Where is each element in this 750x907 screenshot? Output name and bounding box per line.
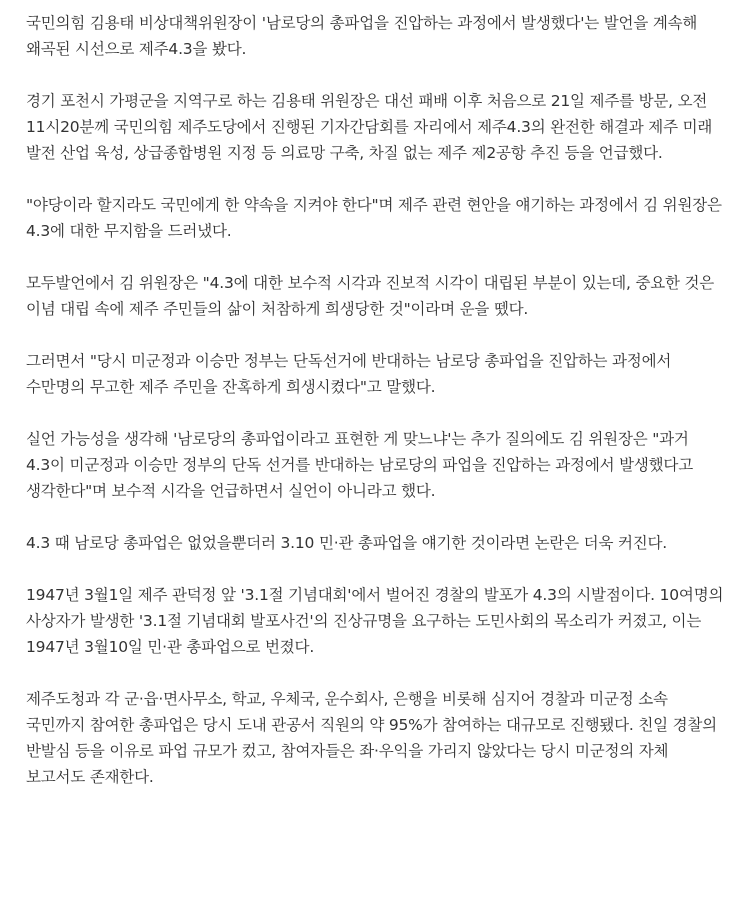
paragraph: 국민의힘 김용태 비상대책위원장이 '남로당의 총파업을 진압하는 과정에서 발생했다'는 발언을 계속해 왜곡된 시선으로 제주4.3을 봤다.: [26, 14, 698, 58]
paragraph: 실언 가능성을 생각해 '남로당의 총파업이라고 표현한 게 맞느냐'는 추가 질의에도 김 위원장은 "과거 4.3이 미군정과 이승만 정부의 단독 선거를 반대하는 남로당의 파업을 진압하는 과정에서 발생했다고 생각한다"며 보수적 시각을 언급하면서 실언이 아니라고 했다.: [26, 430, 693, 500]
paragraph: 그러면서 "당시 미군정과 이승만 정부는 단독선거에 반대하는 남로당 총파업을 진압하는 과정에서 수만명의 무고한 제주 주민을 잔혹하게 희생시켰다"고 말했다.: [26, 352, 672, 396]
article-body: [26, 10, 730, 816]
paragraph: 4.3 때 남로당 총파업은 없었을뿐더러 3.10 민·관 총파업을 얘기한 것이라면 논란은 더욱 커진다.: [26, 534, 667, 552]
paragraph: 제주도청과 각 군·읍·면사무소, 학교, 우체국, 운수회사, 은행을 비롯해 심지어 경찰과 미군정 소속 국민까지 참여한 총파업은 당시 도내 관공서 직원의 약 95%가 참여하는 대규모로 진행됐다. 친일 경찰의 반발심 등을 이유로 파업 규모가 컸고, 참여자들은 좌·우익을 가리지 않았다는 당시 미군정의 자체 보고서도 존재한다.: [26, 690, 717, 786]
paragraph: 경기 포천시 가평군을 지역구로 하는 김용태 위원장은 대선 패배 이후 처음으로 21일 제주를 방문, 오전 11시20분께 국민의힘 제주도당에서 진행된 기자간담회를 자리에서 제주4.3의 완전한 해결과 제주 미래 발전 산업 육성, 상급종합병원 지정 등 의료망 구축, 차질 없는 제주 제2공항 추진 등을 언급했다.: [26, 92, 713, 162]
paragraph: "야당이라 할지라도 국민에게 한 약속을 지켜야 한다"며 제주 관련 현안을 얘기하는 과정에서 김 위원장은 4.3에 대한 무지함을 드러냈다.: [26, 196, 722, 240]
paragraph: 1947년 3월1일 제주 관덕정 앞 '3.1절 기념대회'에서 벌어진 경찰의 발포가 4.3의 시발점이다. 10여명의 사상자가 발생한 '3.1절 기념대회 발포사건'의 진상규명을 요구하는 도민사회의 목소리가 커졌고, 이는 1947년 3월10일 민·관 총파업으로 번졌다.: [26, 586, 724, 656]
paragraph: 모두발언에서 김 위원장은 "4.3에 대한 보수적 시각과 진보적 시각이 대립된 부분이 있는데, 중요한 것은 이념 대립 속에 제주 주민들의 삶이 처참하게 희생당한 것"이라며 운을 뗐다.: [26, 274, 715, 318]
